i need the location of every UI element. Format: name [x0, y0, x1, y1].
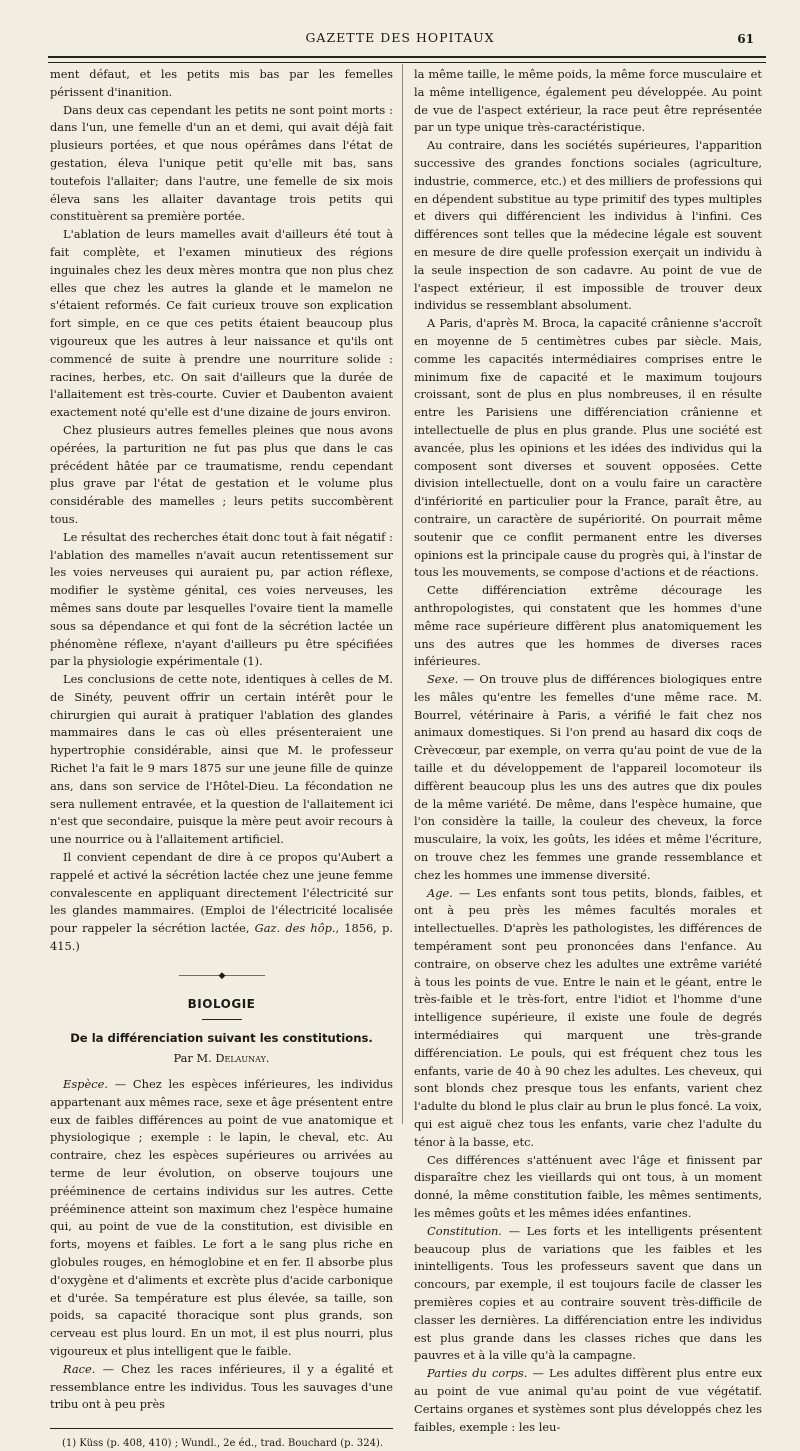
paragraph: L'ablation de leurs mamelles avait d'ailleurs été tout à fait complète, et l'examen minutieux des régions inguinales chez les deux mères montra que non plus chez elles que chez les autres la glande et le mamelon ne s'étaient reformés. Ce fait curieux trouve son explication fort simple, en ce que ces petits étaient beaucoup plus vigoureux que les autres à leur naissance et qu'ils ont commencé de suite à prendre une nourriture solide : racines, herbes, etc. On sait d'ailleurs que la durée de l'allaitement est très-courte. Cuvier et Daubenton avaient exactement noté qu'elle est d'une dizaine de jours environ.: [50, 227, 393, 420]
paragraph: Ces différences s'atténuent avec l'âge et finissent par disparaître chez les vieillards qui ont tous, à un moment donné, la même constitution faible, les mêmes sentiments, les mêmes goûts et les mêmes idées enfantines.: [414, 1152, 762, 1220]
paragraph-text: — Chez les espèces inférieures, les individus appartenant aux mêmes race, sexe et âge présentent entre eux de faibles différences au point de vue anatomique et physiologique ; exemple : le lapin, le cheval, etc. Au contraire, chez les espèces supérieures ou arrivées au terme de leur évolution, on observe toujours une prééminence de certains individus sur les autres. Cette prééminence atteint son maximum chez l'espèce humaine qui, au point de vue de la constitution, est divisible en forts, moyens et faibles. Le fort a le sang plus riche en globules rouges, en hémoglobine et en fer. Il absorbe plus d'oxygène et d'aliments et excrète plus d'acide carbonique et d'urée. Sa température est plus élevée, sa taille, son poids, sa capacité thoracique sont plus grands, son cerveau est plus lourd. En un mot, il est plus nourri, plus vigoureux et plus intelligent que le faible.: [50, 1077, 393, 1358]
paragraph: la même taille, le même poids, la même force musculaire et la même intelligence, également peu développée. Au point de vue de l'aspect extérieur, la race peut être représentée par un type unique très-caractéristique.: [414, 67, 762, 135]
running-title: GAZETTE DES HOPITAUX: [305, 30, 495, 45]
paragraph: Chez plusieurs autres femelles pleines que nous avons opérées, la parturition ne fut pas plus que dans le cas précédent hâtée par ce traumatisme, rendu cependant plus grave par l'état de gestation et le volume plus considérable des mamelles ; leurs petits succombèrent tous.: [50, 422, 393, 526]
paragraph-text: — On trouve plus de différences biologiques entre les mâles qu'entre les femelles d'une même race. M. Bourrel, vétérinaire à Paris, a vérifié le fait chez nos animaux domestiques. Si l'on prend au hasard dix coqs de Crèvecœur, par exemple, on verra qu'au point de vue de la taille et du développement de l'appareil locomoteur ils diffèrent beaucoup plus les uns des autres que dix poules de la même variété. De même, dans l'espèce humaine, que l'on considère la taille, la couleur des cheveux, la force musculaire, la voix, les goûts, les idées et même l'écriture, on trouve chez les femmes une grande ressemblance et chez les hommes une immense diversité.: [414, 672, 762, 882]
subsection-label: Parties du corps.: [427, 1366, 528, 1381]
article-title: De la différenciation suivant les constitutions.: [70, 1031, 373, 1046]
subsection-label: Constitution.: [427, 1223, 502, 1238]
paragraph: ment défaut, et les petits mis bas par les femelles périssent d'inanition.: [50, 67, 393, 99]
paragraph: [50, 1361, 393, 1414]
paragraph: [414, 1223, 762, 1365]
paragraph: Le résultat des recherches était donc tout à fait négatif : l'ablation des mamelles n'avait aucun retentissement sur les voies nerveuses qui auraient pu, par action réflexe, modifier le système génital, ces voies nerveuses, les mêmes sans doute par lesquelles l'ovaire tient la mamelle sous sa dépendance et qui font de la sécrétion lactée un phénomène réflexe, n'ayant d'ailleurs pu être spécifiées par la physiologie expérimentale (1).: [50, 529, 393, 669]
footnote-rule: [50, 1428, 393, 1429]
footnote: (1) Küss (p. 408, 410) ; Wundl., 2e éd., trad. Bouchard (p. 324).: [62, 1438, 384, 1450]
journal-reference: Gaz. des hôp.: [254, 921, 336, 936]
paragraph-text: — Les adultes diffèrent plus entre eux au point de vue animal qu'au point de vue végétatif. Certains organes et systèmes sont plus développés chez les faibles, exemple : les leu-: [414, 1366, 762, 1434]
column-divider: [402, 64, 403, 1124]
author-prefix: Par M.: [173, 1051, 216, 1066]
short-rule: [202, 1019, 242, 1020]
paragraph: Dans deux cas cependant les petits ne sont point morts : dans l'un, une femelle d'un an et demi, qui avait déjà fait plusieurs portées, et que nous opérâmes dans l'état de gestation, éleva l'unique petit qu'elle mit bas, sans toutefois l'allaiter; dans l'autre, une femelle de six mois éleva sans les allaiter davantage trois petits qui constituèrent sa première portée.: [50, 102, 393, 224]
subsection-label: Espèce.: [63, 1077, 108, 1092]
right-column: [414, 66, 762, 1436]
paragraph-text: — Les forts et les intelligents présentent beaucoup plus de variations que les faibles et les inintelligents. Tous les professeurs savent que dans un concours, par exemple, il est toujours facile de classer les premières copies et au contraire souvent très-difficile de classer les dernières. La différenciation entre les individus est plus grande dans les classes riches que dans les pauvres et à la ville qu'à la campagne.: [414, 1223, 762, 1363]
paragraph: Au contraire, dans les sociétés supérieures, l'apparition successive des grandes fonctions sociales (agriculture, industrie, commerce, etc.) et des milliers de professions qui en dépendent substitue au type primitif des types multiples et divers qui différencient les individus à l'infini. Ces différences sont telles que la médecine légale est souvent en mesure de dire quelle profession exerçait un individu à la seule inspection de son cadavre. Au point de vue de l'aspect extérieur, il est impossible de trouver deux individus se ressemblant absolument.: [414, 138, 762, 313]
page-number: 61: [737, 32, 754, 46]
paragraph-text: Il convient cependant de dire à ce propos qu'Aubert a rappelé et activé la sécrétion lactée chez une jeune femme convalescente en appliquant directement l'électricité sur les glandes mammaires. (Emploi de l'électricité localisée pour rappeler la sécrétion lactée,: [50, 850, 393, 936]
paragraph: [50, 1076, 393, 1361]
subsection-label: Race.: [63, 1361, 96, 1376]
paragraph-text: , 1856, p. 415.): [50, 921, 393, 954]
author-name: Delaunay.: [215, 1051, 270, 1066]
page-header: [0, 30, 800, 50]
section-ornament: —————◆—————: [178, 970, 265, 981]
paragraph: A Paris, d'après M. Broca, la capacité crânienne s'accroît en moyenne de 5 centimètres cubes par siècle. Mais, comme les capacités intermédiaires comprises entre le minimum fixe de capacité et le maximum toujours croissant, sont de plus en plus nombreuses, il en résulte entre les Parisiens une différenciation crânienne et intellectuelle de plus en plus grande. Plus une société est avancée, plus les opinions et les idées des individus qui la composent sont diverses et souvent opposées. Cette division intellectuelle, dont on a voulu faire un caractère d'infériorité en particulier pour la France, paraît être, au contraire, un caractère de supériorité. On pourrait même soutenir que ce conflit permanent entre les diverses opinions est la principale cause du progrès qui, à l'instar de tous les mouvements, se compose d'actions et de réactions.: [414, 316, 762, 580]
author-line: [50, 1050, 393, 1068]
paragraph: Les conclusions de cette note, identiques à celles de M. de Sinéty, peuvent offrir un certain intérêt pour le chirurgien qui aurait à pratiquer l'ablation des glandes mammaires dans le cas où elles présenteraient une hypertrophie considérable, ainsi que M. le professeur Richet l'a fait le 9 mars 1875 sur une jeune fille de quinze ans, dans son service de l'Hôtel-Dieu. La fécondation ne sera nullement entravée, et la question de l'allaitement ici n'est que secondaire, puisque la mère peut avoir recours à une nourrice ou à l'allaitement artificiel.: [50, 672, 393, 847]
paragraph-text: — Les enfants sont tous petits, blonds, faibles, et ont à peu près les mêmes facultés morales et intellectuelles. D'après les pathologistes, les différences de tempérament sont peu prononcées dans l'enfance. Au contraire, on observe chez les adultes une extrême variété à tous les points de vue. Entre le nain et le géant, entre le très-faible et le très-fort, entre l'idiot et l'homme d'une intelligence supérieure, il existe une foule de degrés intermédiaires qui marquent une très-grande différenciation. Le pouls, qui est fréquent chez tous les enfants, varie de 40 à 90 chez les adultes. Les cheveux, qui sont blonds chez presque tous les enfants, varient chez l'adulte du blond le plus clair au brun le plus foncé. La voix, qui est aiguë chez tous les enfants, varie chez l'adulte du ténor à la basse, etc.: [414, 885, 762, 1149]
left-column: [50, 66, 393, 1451]
section-title: BIOLOGIE: [187, 996, 256, 1011]
paragraph: [50, 849, 393, 956]
paragraph-text: — Chez les races inférieures, il y a égalité et ressemblance entre les individus. Tous les sauvages d'une tribu ont à peu près: [50, 1361, 393, 1412]
paragraph: Cette différenciation extrême décourage les anthropologistes, qui constatent que les hommes d'une même race supérieure diffèrent plus anatomiquement les uns des autres que les hommes de diverses races inférieures.: [414, 583, 762, 669]
paragraph: [414, 1365, 762, 1436]
paragraph: [414, 671, 762, 885]
subsection-label: Sexe.: [427, 672, 459, 687]
paragraph: [414, 885, 762, 1152]
subsection-label: Age.: [427, 885, 453, 900]
header-rule: [48, 56, 766, 63]
